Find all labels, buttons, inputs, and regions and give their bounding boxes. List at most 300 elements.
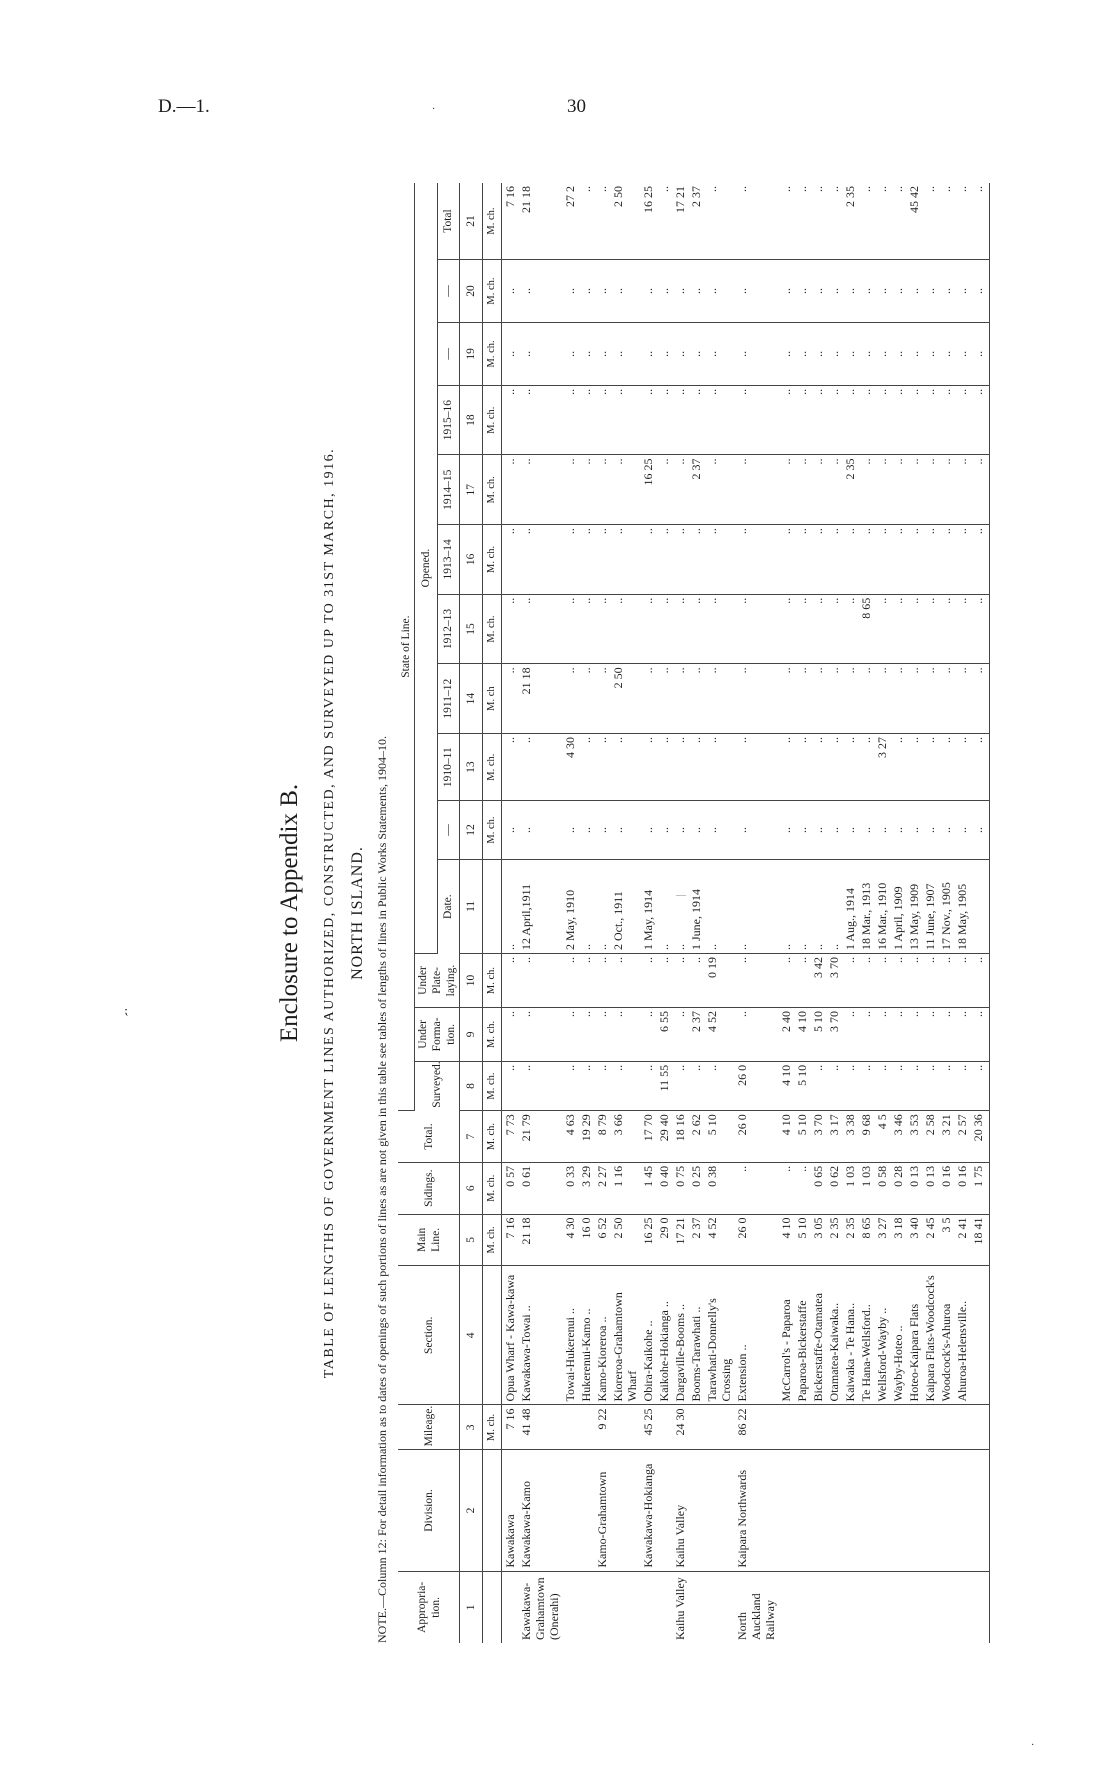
opened-1910-11-cell: ..	[778, 733, 794, 800]
col-1912-13: 1912–13	[437, 594, 460, 664]
table-row	[842, 183, 858, 1643]
under-formation-cell: ..	[970, 1007, 990, 1061]
mileage-cell	[890, 1405, 906, 1450]
total-cell: 2 62	[688, 1111, 704, 1163]
table-row	[954, 183, 970, 1643]
mileage-cell	[874, 1405, 890, 1450]
grand-total-cell: 21 18	[518, 183, 562, 260]
col-number: 9	[460, 1007, 483, 1061]
appropriation-cell	[970, 1571, 990, 1643]
grand-total-cell: ..	[874, 183, 890, 260]
opened-1913-14-cell: ..	[502, 525, 519, 595]
date-opened-cell: ..	[578, 859, 594, 953]
opened-1914-15-cell: 2 37	[688, 455, 704, 525]
appropriation-cell	[656, 1571, 672, 1643]
surveyed-cell: ..	[688, 1061, 704, 1110]
opened-dash-cell: ..	[502, 322, 519, 385]
total-cell: 29 40	[656, 1111, 672, 1163]
date-opened-cell: ..	[734, 859, 778, 953]
opened-1910-11-cell: ..	[640, 733, 656, 800]
under-platelaying-cell: 3 70	[826, 954, 842, 1008]
opened-1914-15-cell: ..	[778, 455, 794, 525]
opened-dash-cell: ..	[640, 801, 656, 859]
opened-1911-12-cell: ..	[890, 664, 906, 734]
opened-dash-cell: ..	[594, 801, 610, 859]
under-formation-cell: ..	[922, 1007, 938, 1061]
grand-total-cell: ..	[890, 183, 906, 260]
main-line-cell: 18 41	[970, 1214, 990, 1266]
opened-1910-11-cell: ..	[502, 733, 519, 800]
opened-1914-15-cell: ..	[922, 455, 938, 525]
opened-dash-cell: ..	[874, 801, 890, 859]
surveyed-cell: ..	[906, 1061, 922, 1110]
opened-1910-11-cell: ..	[656, 733, 672, 800]
opened-1914-15-cell: ..	[810, 455, 826, 525]
opened-1911-12-cell: ..	[562, 664, 578, 734]
main-line-cell: 2 50	[610, 1214, 640, 1266]
opened-1915-16-cell: ..	[954, 385, 970, 455]
opened-1911-12-cell: ..	[970, 664, 990, 734]
col-appropriation: Appropria-tion.	[398, 1571, 460, 1643]
division-cell	[578, 1450, 594, 1571]
under-platelaying-cell: ..	[672, 954, 688, 1008]
under-platelaying-cell: 0 19	[704, 954, 734, 1008]
under-formation-cell: ..	[890, 1007, 906, 1061]
opened-dash-cell: ..	[672, 322, 688, 385]
opened-dash-cell: ..	[938, 801, 954, 859]
under-formation-cell: ..	[578, 1007, 594, 1061]
grand-total-cell: ..	[922, 183, 938, 260]
opened-1914-15-cell: ..	[938, 455, 954, 525]
under-formation-cell: ..	[518, 1007, 562, 1061]
total-cell: 4 5	[874, 1111, 890, 1163]
mileage-cell: 9 22	[594, 1405, 610, 1450]
unit-cell: M. ch.	[483, 525, 502, 595]
col-mileage: Mileage.	[398, 1405, 460, 1450]
col-1910-11: 1910–11	[437, 733, 460, 800]
table-row	[922, 183, 938, 1643]
col-number: 10	[460, 954, 483, 1008]
appropriation-cell	[842, 1571, 858, 1643]
opened-1913-14-cell: ..	[656, 525, 672, 595]
opened-1910-11-cell: ..	[594, 733, 610, 800]
opened-dash-cell: ..	[938, 322, 954, 385]
opened-1915-16-cell: ..	[610, 385, 640, 455]
opened-1913-14-cell: ..	[778, 525, 794, 595]
unit-cell: M. ch.	[483, 260, 502, 323]
division-cell	[874, 1450, 890, 1571]
division-cell	[970, 1450, 990, 1571]
opened-1911-12-cell: ..	[954, 664, 970, 734]
surveyed-cell: ..	[704, 1061, 734, 1110]
opened-1913-14-cell: ..	[562, 525, 578, 595]
col-opened: Opened.	[415, 183, 438, 954]
sidings-cell: 0 25	[688, 1162, 704, 1214]
under-platelaying-cell: ..	[594, 954, 610, 1008]
opened-1911-12-cell: ..	[906, 664, 922, 734]
main-line-cell: 8 65	[858, 1214, 874, 1266]
opened-dash-cell: ..	[810, 322, 826, 385]
opened-1911-12-cell: ..	[594, 664, 610, 734]
opened-1911-12-cell: ..	[656, 664, 672, 734]
opened-1915-16-cell: ..	[874, 385, 890, 455]
col-main-line: Main Line.	[398, 1214, 460, 1266]
under-formation-cell: 3 70	[826, 1007, 842, 1061]
opened-1912-13-cell: ..	[778, 594, 794, 664]
opened-1914-15-cell: ..	[794, 455, 810, 525]
grand-total-cell: 27 2	[562, 183, 578, 260]
section-cell: Te Hana-Wellsford..	[858, 1266, 874, 1405]
division-cell	[842, 1450, 858, 1571]
grand-total-cell: ..	[794, 183, 810, 260]
division-cell	[610, 1450, 640, 1571]
opened-dash-cell: ..	[688, 322, 704, 385]
division-cell: Kawakawa-Hokianga	[640, 1450, 656, 1571]
col-number: 3	[460, 1405, 483, 1450]
opened-1912-13-cell: ..	[842, 594, 858, 664]
unit-cell: M. ch.	[483, 1111, 502, 1163]
opened-1915-16-cell: ..	[858, 385, 874, 455]
appropriation-cell	[578, 1571, 594, 1643]
division-cell	[954, 1450, 970, 1571]
opened-dash-cell: ..	[704, 801, 734, 859]
opened-dash-cell: ..	[562, 322, 578, 385]
surveyed-cell: ..	[922, 1061, 938, 1110]
appropriation-cell	[826, 1571, 842, 1643]
page-header-left: D.—1.	[158, 96, 210, 117]
opened-dash-cell: ..	[858, 801, 874, 859]
mileage-cell	[906, 1405, 922, 1450]
opened-1911-12-cell: ..	[874, 664, 890, 734]
opened-1915-16-cell: ..	[906, 385, 922, 455]
opened-dash-cell: ..	[938, 260, 954, 323]
opened-1915-16-cell: ..	[734, 385, 778, 455]
opened-1914-15-cell: 16 25	[640, 455, 656, 525]
opened-dash-cell: ..	[970, 260, 990, 323]
opened-1913-14-cell: ..	[970, 525, 990, 595]
under-platelaying-cell: ..	[906, 954, 922, 1008]
opened-1914-15-cell: 2 35	[842, 455, 858, 525]
opened-dash-cell: ..	[734, 260, 778, 323]
main-line-cell: 17 21	[672, 1214, 688, 1266]
opened-1915-16-cell: ..	[640, 385, 656, 455]
appropriation-cell	[794, 1571, 810, 1643]
opened-1914-15-cell: ..	[502, 455, 519, 525]
col-grand-total: Total	[437, 183, 460, 260]
opened-1912-13-cell: ..	[672, 594, 688, 664]
division-cell	[704, 1450, 734, 1571]
division-cell	[778, 1450, 794, 1571]
total-cell: 3 17	[826, 1111, 842, 1163]
opened-1910-11-cell: ..	[954, 733, 970, 800]
col-number: 15	[460, 594, 483, 664]
under-platelaying-cell: 3 42	[810, 954, 826, 1008]
section-cell: Kamo-Kioreroa ..	[594, 1266, 610, 1405]
appropriation-cell	[562, 1571, 578, 1643]
opened-1914-15-cell: ..	[518, 455, 562, 525]
date-opened-cell: ..	[794, 859, 810, 953]
date-opened-cell: 11 June, 1907	[922, 859, 938, 953]
main-line-cell: 3 40	[906, 1214, 922, 1266]
opened-1915-16-cell: ..	[890, 385, 906, 455]
division-cell	[906, 1450, 922, 1571]
opened-dash-cell: ..	[594, 260, 610, 323]
surveyed-cell: ..	[954, 1061, 970, 1110]
table-row	[810, 183, 826, 1643]
under-formation-cell: ..	[842, 1007, 858, 1061]
date-opened-cell: ..	[502, 859, 519, 953]
under-platelaying-cell: ..	[794, 954, 810, 1008]
surveyed-cell: ..	[610, 1061, 640, 1110]
opened-1915-16-cell: ..	[842, 385, 858, 455]
opened-1913-14-cell: ..	[704, 525, 734, 595]
mileage-cell: 7 16	[502, 1405, 519, 1450]
date-opened-cell: 18 Mar., 1913	[858, 859, 874, 953]
table-row	[594, 183, 610, 1643]
opened-1914-15-cell: ..	[610, 455, 640, 525]
opened-1914-15-cell: ..	[704, 455, 734, 525]
opened-1912-13-cell: 8 65	[858, 594, 874, 664]
opened-1913-14-cell: ..	[640, 525, 656, 595]
total-cell: 2 57	[954, 1111, 970, 1163]
col-division: Division.	[398, 1450, 460, 1571]
opened-dash-cell: ..	[502, 801, 519, 859]
sidings-cell: 0 28	[890, 1162, 906, 1214]
opened-1915-16-cell: ..	[502, 385, 519, 455]
col-dash-12: —	[437, 801, 460, 859]
opened-1910-11-cell: 4 30	[562, 733, 578, 800]
sidings-cell: 0 61	[518, 1162, 562, 1214]
mileage-cell	[842, 1405, 858, 1450]
date-opened-cell: ..	[810, 859, 826, 953]
opened-1912-13-cell: ..	[922, 594, 938, 664]
under-formation-cell: ..	[610, 1007, 640, 1061]
sidings-cell: 0 16	[954, 1162, 970, 1214]
mileage-cell	[858, 1405, 874, 1450]
grand-total-cell: ..	[810, 183, 826, 260]
total-cell: 5 10	[704, 1111, 734, 1163]
opened-1915-16-cell: ..	[810, 385, 826, 455]
section-cell: Kawakawa-Towai ..	[518, 1266, 562, 1405]
appropriation-cell	[810, 1571, 826, 1643]
opened-1913-14-cell: ..	[954, 525, 970, 595]
opened-1911-12-cell: ..	[922, 664, 938, 734]
unit-cell: M. ch.	[483, 1162, 502, 1214]
table-row	[518, 183, 562, 1643]
total-cell: 3 38	[842, 1111, 858, 1163]
appropriation-cell	[704, 1571, 734, 1643]
opened-dash-cell: ..	[734, 322, 778, 385]
division-cell	[688, 1450, 704, 1571]
under-platelaying-cell: ..	[778, 954, 794, 1008]
section-cell: Hukerenui-Kamo ..	[578, 1266, 594, 1405]
opened-1912-13-cell: ..	[938, 594, 954, 664]
opened-1914-15-cell: ..	[954, 455, 970, 525]
under-platelaying-cell: ..	[874, 954, 890, 1008]
opened-1913-14-cell: ..	[734, 525, 778, 595]
grand-total-cell: ..	[858, 183, 874, 260]
opened-1915-16-cell: ..	[826, 385, 842, 455]
mileage-cell: 24 30	[672, 1405, 688, 1450]
opened-1913-14-cell: ..	[518, 525, 562, 595]
sidings-cell: 0 16	[938, 1162, 954, 1214]
sidings-cell: 0 57	[502, 1162, 519, 1214]
unit-cell: M. ch.	[483, 1405, 502, 1450]
under-formation-cell: 2 40	[778, 1007, 794, 1061]
grand-total-cell: 45 42	[906, 183, 922, 260]
opened-1914-15-cell: ..	[890, 455, 906, 525]
under-formation-cell: 2 37	[688, 1007, 704, 1061]
opened-dash-cell: ..	[704, 322, 734, 385]
sidings-cell: 1 45	[640, 1162, 656, 1214]
appropriation-cell	[594, 1571, 610, 1643]
section-cell: Towai-Hukerenui ..	[562, 1266, 578, 1405]
unit-cell: M. ch.	[483, 733, 502, 800]
division-cell	[810, 1450, 826, 1571]
opened-1914-15-cell: ..	[970, 455, 990, 525]
col-1913-14: 1913–14	[437, 525, 460, 595]
opened-dash-cell: ..	[778, 801, 794, 859]
total-cell: 19 29	[578, 1111, 594, 1163]
sidings-cell: 2 27	[594, 1162, 610, 1214]
under-formation-cell: ..	[734, 1007, 778, 1061]
appropriation-cell: Kaihu Valley	[673, 1577, 687, 1640]
opened-1915-16-cell: ..	[922, 385, 938, 455]
opened-1910-11-cell: ..	[938, 733, 954, 800]
division-cell: Kaipara Northwards	[734, 1450, 778, 1571]
opened-1915-16-cell: ..	[970, 385, 990, 455]
total-cell: 8 79	[594, 1111, 610, 1163]
grand-total-cell: ..	[938, 183, 954, 260]
sidings-cell: 0 33	[562, 1162, 578, 1214]
grand-total-cell: ..	[656, 183, 672, 260]
table-row	[578, 183, 594, 1643]
unit-cell: M. ch.	[483, 1007, 502, 1061]
opened-dash-cell: ..	[794, 322, 810, 385]
col-state-of-line: State of Line.	[398, 183, 415, 1111]
under-formation-cell: 4 10	[794, 1007, 810, 1061]
unit-cell: M. ch.	[483, 322, 502, 385]
opened-dash-cell: ..	[794, 260, 810, 323]
page-number: 30	[567, 96, 586, 117]
table-row	[562, 183, 578, 1643]
section-cell: Woodcock's-Ahuroa	[938, 1266, 954, 1405]
date-opened-cell: 1 April, 1909	[890, 859, 906, 953]
opened-dash-cell: ..	[502, 260, 519, 323]
section-cell: Kaikohe-Hokianga ..	[656, 1266, 672, 1405]
opened-1911-12-cell: ..	[938, 664, 954, 734]
date-opened-cell: 1 Aug., 1914	[842, 859, 858, 953]
under-formation-cell: ..	[640, 1007, 656, 1061]
sidings-cell: 3 29	[578, 1162, 594, 1214]
mileage-cell	[826, 1405, 842, 1450]
main-line-cell: 26 0	[734, 1214, 778, 1266]
total-cell: 17 70	[640, 1111, 656, 1163]
under-formation-cell: ..	[562, 1007, 578, 1061]
opened-1911-12-cell: ..	[640, 664, 656, 734]
under-platelaying-cell: ..	[954, 954, 970, 1008]
mileage-cell	[656, 1405, 672, 1450]
date-opened-cell: ..	[594, 859, 610, 953]
opened-dash-cell: ..	[734, 801, 778, 859]
division-cell	[794, 1450, 810, 1571]
grand-total-cell: 2 37	[688, 183, 704, 260]
section-cell: Otamatea-Kaiwaka..	[826, 1266, 842, 1405]
under-platelaying-cell: ..	[502, 954, 519, 1008]
surveyed-cell: ..	[502, 1061, 519, 1110]
division-cell	[562, 1450, 578, 1571]
date-opened-cell: ..	[778, 859, 794, 953]
surveyed-cell: ..	[640, 1061, 656, 1110]
grand-total-cell: ..	[954, 183, 970, 260]
opened-1912-13-cell: ..	[970, 594, 990, 664]
opened-dash-cell: ..	[890, 322, 906, 385]
main-line-cell: 3 5	[938, 1214, 954, 1266]
col-1915-16: 1915–16	[437, 385, 460, 455]
opened-1913-14-cell: ..	[594, 525, 610, 595]
surveyed-cell: ..	[810, 1061, 826, 1110]
opened-1910-11-cell: ..	[518, 733, 562, 800]
table-row	[672, 183, 688, 1643]
total-cell: 4 63	[562, 1111, 578, 1163]
division-cell	[890, 1450, 906, 1571]
date-opened-cell: 2 Oct., 1911	[610, 859, 640, 953]
sidings-cell: 0 40	[656, 1162, 672, 1214]
opened-1911-12-cell: 21 18	[518, 664, 562, 734]
col-number: 18	[460, 385, 483, 455]
opened-1912-13-cell: ..	[610, 594, 640, 664]
opened-1910-11-cell: ..	[688, 733, 704, 800]
mileage-cell	[970, 1405, 990, 1450]
opened-1913-14-cell: ..	[688, 525, 704, 595]
main-line-cell: 3 27	[874, 1214, 890, 1266]
opened-1911-12-cell: ..	[734, 664, 778, 734]
opened-1913-14-cell: ..	[842, 525, 858, 595]
opened-1913-14-cell: ..	[610, 525, 640, 595]
division-cell: Kaihu Valley	[672, 1450, 688, 1571]
opened-dash-cell: ..	[954, 322, 970, 385]
enclosure-title: Enclosure to Appendix B.	[276, 783, 303, 1043]
unit-cell: M. ch.	[483, 455, 502, 525]
section-cell: McCarrol's - Paparoa	[778, 1266, 794, 1405]
opened-1910-11-cell: ..	[672, 733, 688, 800]
col-sidings: Sidings.	[398, 1162, 460, 1214]
opened-1910-11-cell: ..	[858, 733, 874, 800]
col-dash-19: —	[437, 322, 460, 385]
opened-dash-cell: ..	[970, 801, 990, 859]
sidings-cell: 0 38	[704, 1162, 734, 1214]
grand-total-cell: ..	[970, 183, 990, 260]
total-cell: 5 10	[794, 1111, 810, 1163]
appropriation-cell	[954, 1571, 970, 1643]
mileage-cell	[578, 1405, 594, 1450]
surveyed-cell: ..	[970, 1061, 990, 1110]
opened-1910-11-cell: ..	[734, 733, 778, 800]
opened-1913-14-cell: ..	[810, 525, 826, 595]
grand-total-cell: ..	[826, 183, 842, 260]
opened-1915-16-cell: ..	[938, 385, 954, 455]
col-number: 21	[460, 183, 483, 260]
opened-1910-11-cell: ..	[842, 733, 858, 800]
opened-1911-12-cell: ..	[578, 664, 594, 734]
date-opened-cell: ..	[656, 859, 672, 953]
division-cell	[858, 1450, 874, 1571]
division-cell	[938, 1450, 954, 1571]
opened-1913-14-cell: ..	[922, 525, 938, 595]
under-platelaying-cell: ..	[578, 954, 594, 1008]
under-platelaying-cell: ..	[640, 954, 656, 1008]
opened-dash-cell: ..	[826, 322, 842, 385]
